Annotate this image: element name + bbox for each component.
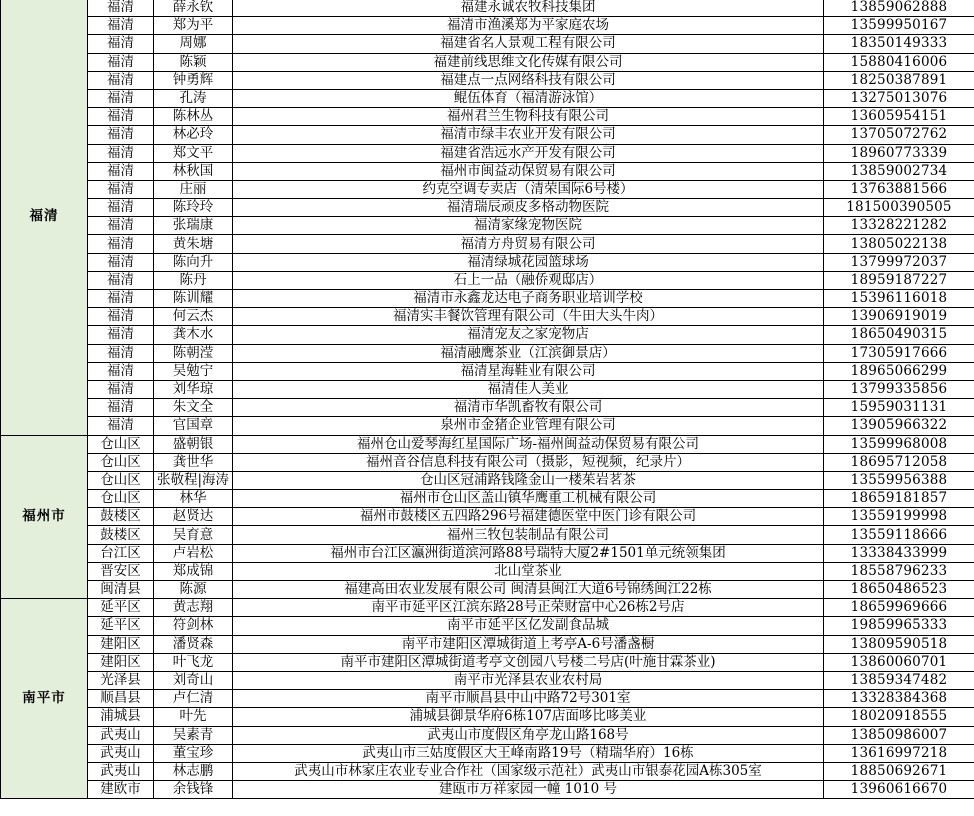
district-cell[interactable]: 福清 bbox=[88, 108, 154, 126]
district-cell[interactable]: 福清 bbox=[88, 253, 154, 271]
name-cell[interactable]: 张敬程|海涛 bbox=[154, 471, 233, 489]
district-cell[interactable]: 福清 bbox=[88, 308, 154, 326]
table-row bbox=[1, 308, 974, 326]
phone-cell[interactable]: 15880416006 bbox=[824, 53, 974, 71]
phone-cell[interactable]: 13338433999 bbox=[824, 544, 974, 562]
company-cell[interactable]: 福州三牧包装制品有限公司 bbox=[233, 526, 824, 544]
district-cell[interactable]: 延平区 bbox=[88, 617, 154, 635]
district-cell[interactable]: 鼓楼区 bbox=[88, 508, 154, 526]
phone-cell[interactable]: 13599950167 bbox=[824, 17, 974, 35]
phone-cell[interactable]: 19859965333 bbox=[824, 617, 974, 635]
name-cell[interactable]: 陈颖 bbox=[154, 53, 233, 71]
name-cell[interactable]: 陈玲玲 bbox=[154, 199, 233, 217]
district-cell[interactable]: 福清 bbox=[88, 53, 154, 71]
table-row bbox=[1, 453, 974, 471]
district-cell[interactable]: 台江区 bbox=[88, 544, 154, 562]
phone-cell[interactable]: 13328384368 bbox=[824, 690, 974, 708]
company-cell[interactable]: 福建高田农业发展有限公司 闽清县闽江大道6号锦绣闽江22栋 bbox=[233, 581, 824, 599]
district-cell[interactable]: 福清 bbox=[88, 399, 154, 417]
phone-cell[interactable]: 13328221282 bbox=[824, 217, 974, 235]
table-row bbox=[1, 635, 974, 653]
name-cell[interactable]: 吴勉宁 bbox=[154, 362, 233, 380]
table-row bbox=[1, 708, 974, 726]
district-cell[interactable]: 福清 bbox=[88, 362, 154, 380]
name-cell[interactable]: 叶先 bbox=[154, 708, 233, 726]
district-cell[interactable]: 建阳区 bbox=[88, 653, 154, 671]
phone-cell[interactable]: 18850692671 bbox=[824, 762, 974, 780]
district-cell[interactable]: 鼓楼区 bbox=[88, 526, 154, 544]
company-cell[interactable]: 福建省名人景观工程有限公司 bbox=[233, 35, 824, 53]
company-cell[interactable]: 福清实丰餐饮管理有限公司（牛田大头牛肉） bbox=[233, 308, 824, 326]
district-cell[interactable]: 延平区 bbox=[88, 599, 154, 617]
table-row bbox=[1, 108, 974, 126]
company-cell[interactable]: 福州音谷信息科技有限公司（摄影，短视频，纪录片） bbox=[233, 453, 824, 471]
name-cell[interactable]: 林必玲 bbox=[154, 126, 233, 144]
name-cell[interactable]: 卢仁清 bbox=[154, 690, 233, 708]
name-cell[interactable]: 吴素青 bbox=[154, 726, 233, 744]
company-cell[interactable]: 福清绿城花园篮球场 bbox=[233, 253, 824, 271]
name-cell[interactable]: 刘华琼 bbox=[154, 380, 233, 398]
phone-cell[interactable]: 13599968008 bbox=[824, 435, 974, 453]
phone-cell[interactable]: 18650490315 bbox=[824, 326, 974, 344]
district-cell[interactable]: 晋安区 bbox=[88, 562, 154, 580]
name-cell[interactable]: 吴育意 bbox=[154, 526, 233, 544]
table-row bbox=[1, 762, 974, 780]
district-cell[interactable]: 仓山区 bbox=[88, 471, 154, 489]
phone-cell[interactable]: 18558796233 bbox=[824, 562, 974, 580]
phone-cell[interactable]: 13905966322 bbox=[824, 417, 974, 435]
name-cell[interactable]: 余钱锋 bbox=[154, 781, 233, 799]
company-cell[interactable]: 福建点一点网络科技有限公司 bbox=[233, 71, 824, 89]
table-row bbox=[1, 217, 974, 235]
company-cell[interactable]: 武夷山市林家庄农业专业合作社（国家级示范社）武夷山市银泰花园A栋305室 bbox=[233, 762, 824, 780]
company-cell[interactable]: 仓山区冠浦路钱隆金山一楼茱岩茗茶 bbox=[233, 471, 824, 489]
district-cell[interactable]: 福清 bbox=[88, 271, 154, 289]
phone-cell[interactable]: 18695712058 bbox=[824, 453, 974, 471]
company-cell[interactable]: 南平市建阳区潭城街道上考亭A-6号潘盏橱 bbox=[233, 635, 824, 653]
name-cell[interactable]: 陈丹 bbox=[154, 271, 233, 289]
district-cell[interactable]: 武夷山 bbox=[88, 726, 154, 744]
table-row bbox=[1, 144, 974, 162]
company-cell[interactable]: 北山堂茶业 bbox=[233, 562, 824, 580]
name-cell[interactable]: 张瑞康 bbox=[154, 217, 233, 235]
table-row bbox=[1, 344, 974, 362]
phone-cell[interactable]: 13799972037 bbox=[824, 253, 974, 271]
phone-cell[interactable]: 15959031131 bbox=[824, 399, 974, 417]
company-cell[interactable]: 福清星海鞋业有限公司 bbox=[233, 362, 824, 380]
company-cell[interactable]: 石上一品（融侨观邸店） bbox=[233, 271, 824, 289]
table-row bbox=[1, 126, 974, 144]
table-row bbox=[1, 653, 974, 671]
district-cell[interactable]: 建阳区 bbox=[88, 635, 154, 653]
phone-cell[interactable]: 13763881566 bbox=[824, 180, 974, 198]
phone-cell[interactable]: 18965066299 bbox=[824, 362, 974, 380]
phone-cell[interactable]: 13799335856 bbox=[824, 380, 974, 398]
name-cell[interactable]: 盛朝银 bbox=[154, 435, 233, 453]
district-cell[interactable]: 福清 bbox=[88, 89, 154, 107]
phone-cell[interactable]: 13859002734 bbox=[824, 162, 974, 180]
company-cell[interactable]: 南平市光泽县农业农村局 bbox=[233, 671, 824, 689]
name-cell[interactable]: 薛永钦 bbox=[154, 0, 233, 17]
phone-cell[interactable]: 13906919019 bbox=[824, 308, 974, 326]
district-cell[interactable]: 福清 bbox=[88, 217, 154, 235]
phone-cell[interactable]: 181500390505 bbox=[824, 199, 974, 217]
phone-cell[interactable]: 18250387891 bbox=[824, 71, 974, 89]
name-cell[interactable]: 叶飞龙 bbox=[154, 653, 233, 671]
district-cell[interactable]: 福清 bbox=[88, 0, 154, 17]
company-cell[interactable]: 福清市绿丰农业开发有限公司 bbox=[233, 126, 824, 144]
table-row bbox=[1, 362, 974, 380]
phone-cell[interactable]: 13559118666 bbox=[824, 526, 974, 544]
phone-cell[interactable]: 13859062888 bbox=[824, 0, 974, 17]
region-cell[interactable]: 福州市 bbox=[1, 435, 88, 599]
district-cell[interactable]: 福清 bbox=[88, 235, 154, 253]
table-row bbox=[1, 199, 974, 217]
district-cell[interactable]: 仓山区 bbox=[88, 490, 154, 508]
district-cell[interactable]: 仓山区 bbox=[88, 453, 154, 471]
table-row bbox=[1, 690, 974, 708]
table-row bbox=[1, 671, 974, 689]
phone-cell[interactable]: 13809590518 bbox=[824, 635, 974, 653]
name-cell[interactable]: 陈源 bbox=[154, 581, 233, 599]
phone-cell[interactable]: 18650486523 bbox=[824, 581, 974, 599]
table-row bbox=[1, 53, 974, 71]
phone-cell[interactable]: 13275013076 bbox=[824, 89, 974, 107]
name-cell[interactable]: 赵贤达 bbox=[154, 508, 233, 526]
table-row bbox=[1, 0, 974, 17]
name-cell[interactable]: 卢岩松 bbox=[154, 544, 233, 562]
table-row bbox=[1, 17, 974, 35]
table-row bbox=[1, 544, 974, 562]
table-row bbox=[1, 726, 974, 744]
district-cell[interactable]: 光泽县 bbox=[88, 671, 154, 689]
phone-cell[interactable]: 18659181857 bbox=[824, 490, 974, 508]
phone-cell[interactable]: 13705072762 bbox=[824, 126, 974, 144]
name-cell[interactable]: 林华 bbox=[154, 490, 233, 508]
region-cell[interactable]: 南平市 bbox=[1, 599, 88, 799]
company-cell[interactable]: 福州市台江区瀛洲街道滨河路88号瑞特大厦2#1501单元统领集团 bbox=[233, 544, 824, 562]
table-row bbox=[1, 599, 974, 617]
company-cell[interactable]: 福清宠友之家宠物店 bbox=[233, 326, 824, 344]
company-cell[interactable]: 泉州市金猪企业管理有限公司 bbox=[233, 417, 824, 435]
phone-cell[interactable]: 13559199998 bbox=[824, 508, 974, 526]
company-cell[interactable]: 福建前线思维文化传媒有限公司 bbox=[233, 53, 824, 71]
name-cell[interactable]: 官国章 bbox=[154, 417, 233, 435]
company-cell[interactable]: 南平市延平区亿发副食品城 bbox=[233, 617, 824, 635]
region-cell[interactable]: 福清 bbox=[1, 0, 88, 435]
district-cell[interactable]: 建欧市 bbox=[88, 781, 154, 799]
name-cell[interactable]: 林秋国 bbox=[154, 162, 233, 180]
company-cell[interactable]: 福清佳人美业 bbox=[233, 380, 824, 398]
company-cell[interactable]: 福州君兰生物科技有限公司 bbox=[233, 108, 824, 126]
table-row bbox=[1, 581, 974, 599]
district-cell[interactable]: 福清 bbox=[88, 35, 154, 53]
district-cell[interactable]: 顺昌县 bbox=[88, 690, 154, 708]
name-cell[interactable]: 陈林丛 bbox=[154, 108, 233, 126]
phone-cell[interactable]: 17305917666 bbox=[824, 344, 974, 362]
table-row bbox=[1, 271, 974, 289]
district-cell[interactable]: 武夷山 bbox=[88, 762, 154, 780]
district-cell[interactable]: 福清 bbox=[88, 417, 154, 435]
name-cell[interactable]: 朱文全 bbox=[154, 399, 233, 417]
company-cell[interactable]: 武夷山市三姑度假区大王峰南路19号（精瑞华府）16栋 bbox=[233, 744, 824, 762]
table-row bbox=[1, 526, 974, 544]
phone-cell[interactable]: 13850986007 bbox=[824, 726, 974, 744]
company-cell[interactable]: 福清融鹰茶业（江滨御景店） bbox=[233, 344, 824, 362]
name-cell[interactable]: 黄志翔 bbox=[154, 599, 233, 617]
district-cell[interactable]: 福清 bbox=[88, 180, 154, 198]
name-cell[interactable]: 潘贤森 bbox=[154, 635, 233, 653]
district-cell[interactable]: 福清 bbox=[88, 344, 154, 362]
name-cell[interactable]: 何云杰 bbox=[154, 308, 233, 326]
phone-cell[interactable]: 13616997218 bbox=[824, 744, 974, 762]
table-row bbox=[1, 71, 974, 89]
table-row bbox=[1, 417, 974, 435]
company-cell[interactable]: 福州市鼓楼区五四路296号福建德医堂中医门诊有限公司 bbox=[233, 508, 824, 526]
table-row bbox=[1, 744, 974, 762]
phone-cell[interactable]: 15396116018 bbox=[824, 290, 974, 308]
company-cell[interactable]: 福清方舟贸易有限公司 bbox=[233, 235, 824, 253]
table-row bbox=[1, 180, 974, 198]
company-cell[interactable]: 福州市仓山区盖山镇华鹰重工机械有限公司 bbox=[233, 490, 824, 508]
company-cell[interactable]: 南平市延平区江滨东路28号正荣财富中心26栋2号店 bbox=[233, 599, 824, 617]
name-cell[interactable]: 龚木水 bbox=[154, 326, 233, 344]
company-cell[interactable]: 福清瑞辰顽皮多格动物医院 bbox=[233, 199, 824, 217]
company-cell[interactable]: 武夷山市度假区角亭龙山路168号 bbox=[233, 726, 824, 744]
name-cell[interactable]: 刘奇山 bbox=[154, 671, 233, 689]
table-row bbox=[1, 162, 974, 180]
table-row bbox=[1, 562, 974, 580]
company-cell[interactable]: 浦城县御景华府6栋107店面哆比哆美业 bbox=[233, 708, 824, 726]
phone-cell[interactable]: 18659969666 bbox=[824, 599, 974, 617]
company-cell[interactable]: 鲲伍体育（福清游泳馆） bbox=[233, 89, 824, 107]
table-body bbox=[1, 0, 974, 799]
table-row bbox=[1, 380, 974, 398]
name-cell[interactable]: 郑成锦 bbox=[154, 562, 233, 580]
district-cell[interactable]: 福清 bbox=[88, 162, 154, 180]
table-row bbox=[1, 399, 974, 417]
district-cell[interactable]: 武夷山 bbox=[88, 744, 154, 762]
district-cell[interactable]: 福清 bbox=[88, 326, 154, 344]
company-cell[interactable]: 福清市渔溪郑为平家庭农场 bbox=[233, 17, 824, 35]
table-row bbox=[1, 290, 974, 308]
table-row bbox=[1, 471, 974, 489]
phone-cell[interactable]: 13605954151 bbox=[824, 108, 974, 126]
phone-cell[interactable]: 18020918555 bbox=[824, 708, 974, 726]
phone-cell[interactable]: 13860060701 bbox=[824, 653, 974, 671]
phone-cell[interactable]: 18960773339 bbox=[824, 144, 974, 162]
name-cell[interactable]: 郑为平 bbox=[154, 17, 233, 35]
table-row bbox=[1, 508, 974, 526]
table-row bbox=[1, 235, 974, 253]
district-cell[interactable]: 福清 bbox=[88, 199, 154, 217]
name-cell[interactable]: 郑文平 bbox=[154, 144, 233, 162]
phone-cell[interactable]: 13805022138 bbox=[824, 235, 974, 253]
name-cell[interactable]: 符剑林 bbox=[154, 617, 233, 635]
phone-cell[interactable]: 13559956388 bbox=[824, 471, 974, 489]
district-cell[interactable]: 福清 bbox=[88, 144, 154, 162]
name-cell[interactable]: 陈训耀 bbox=[154, 290, 233, 308]
company-cell[interactable]: 福清家缘宠物医院 bbox=[233, 217, 824, 235]
company-cell[interactable]: 建瓯市万祥家园一幢 1010 号 bbox=[233, 781, 824, 799]
district-cell[interactable]: 福清 bbox=[88, 290, 154, 308]
phone-cell[interactable]: 18350149333 bbox=[824, 35, 974, 53]
company-cell[interactable]: 南平市顺昌县中山中路72号301室 bbox=[233, 690, 824, 708]
table-row bbox=[1, 326, 974, 344]
district-cell[interactable]: 浦城县 bbox=[88, 708, 154, 726]
name-cell[interactable]: 钟勇辉 bbox=[154, 71, 233, 89]
company-cell[interactable]: 福清市华凯畜牧有限公司 bbox=[233, 399, 824, 417]
name-cell[interactable]: 董宝珍 bbox=[154, 744, 233, 762]
name-cell[interactable]: 黄朱塘 bbox=[154, 235, 233, 253]
name-cell[interactable]: 周娜 bbox=[154, 35, 233, 53]
phone-cell[interactable]: 18959187227 bbox=[824, 271, 974, 289]
table-row bbox=[1, 617, 974, 635]
table-row bbox=[1, 253, 974, 271]
name-cell[interactable]: 龚世华 bbox=[154, 453, 233, 471]
table-row bbox=[1, 89, 974, 107]
name-cell[interactable]: 庄丽 bbox=[154, 180, 233, 198]
company-cell[interactable]: 南平市建阳区潭城街道考亭文创园八号楼二号店(叶施甘霖茶业) bbox=[233, 653, 824, 671]
company-cell[interactable]: 福清市永鑫龙达电子商务职业培训学校 bbox=[233, 290, 824, 308]
table-row bbox=[1, 35, 974, 53]
name-cell[interactable]: 孔涛 bbox=[154, 89, 233, 107]
company-cell[interactable]: 约克空调专卖店（清荣国际6号楼） bbox=[233, 180, 824, 198]
phone-cell[interactable]: 13859347482 bbox=[824, 671, 974, 689]
district-cell[interactable]: 仓山区 bbox=[88, 435, 154, 453]
phone-cell[interactable]: 13960616670 bbox=[824, 781, 974, 799]
company-cell[interactable]: 福州市闽益动保贸易有限公司 bbox=[233, 162, 824, 180]
district-cell[interactable]: 闽清县 bbox=[88, 581, 154, 599]
company-cell[interactable]: 福建省浩远水产开发有限公司 bbox=[233, 144, 824, 162]
name-cell[interactable]: 林志鹏 bbox=[154, 762, 233, 780]
table-row bbox=[1, 490, 974, 508]
company-cell[interactable]: 福州仓山爱琴海红星国际广场-福州闽益动保贸易有限公司 bbox=[233, 435, 824, 453]
name-cell[interactable]: 陈朝滢 bbox=[154, 344, 233, 362]
name-cell[interactable]: 陈向升 bbox=[154, 253, 233, 271]
table-row bbox=[1, 781, 974, 799]
district-cell[interactable]: 福清 bbox=[88, 71, 154, 89]
district-cell[interactable]: 福清 bbox=[88, 17, 154, 35]
district-cell[interactable]: 福清 bbox=[88, 126, 154, 144]
company-cell[interactable]: 福建永诚农牧科技集团 bbox=[233, 0, 824, 17]
district-cell[interactable]: 福清 bbox=[88, 380, 154, 398]
table-row bbox=[1, 435, 974, 453]
